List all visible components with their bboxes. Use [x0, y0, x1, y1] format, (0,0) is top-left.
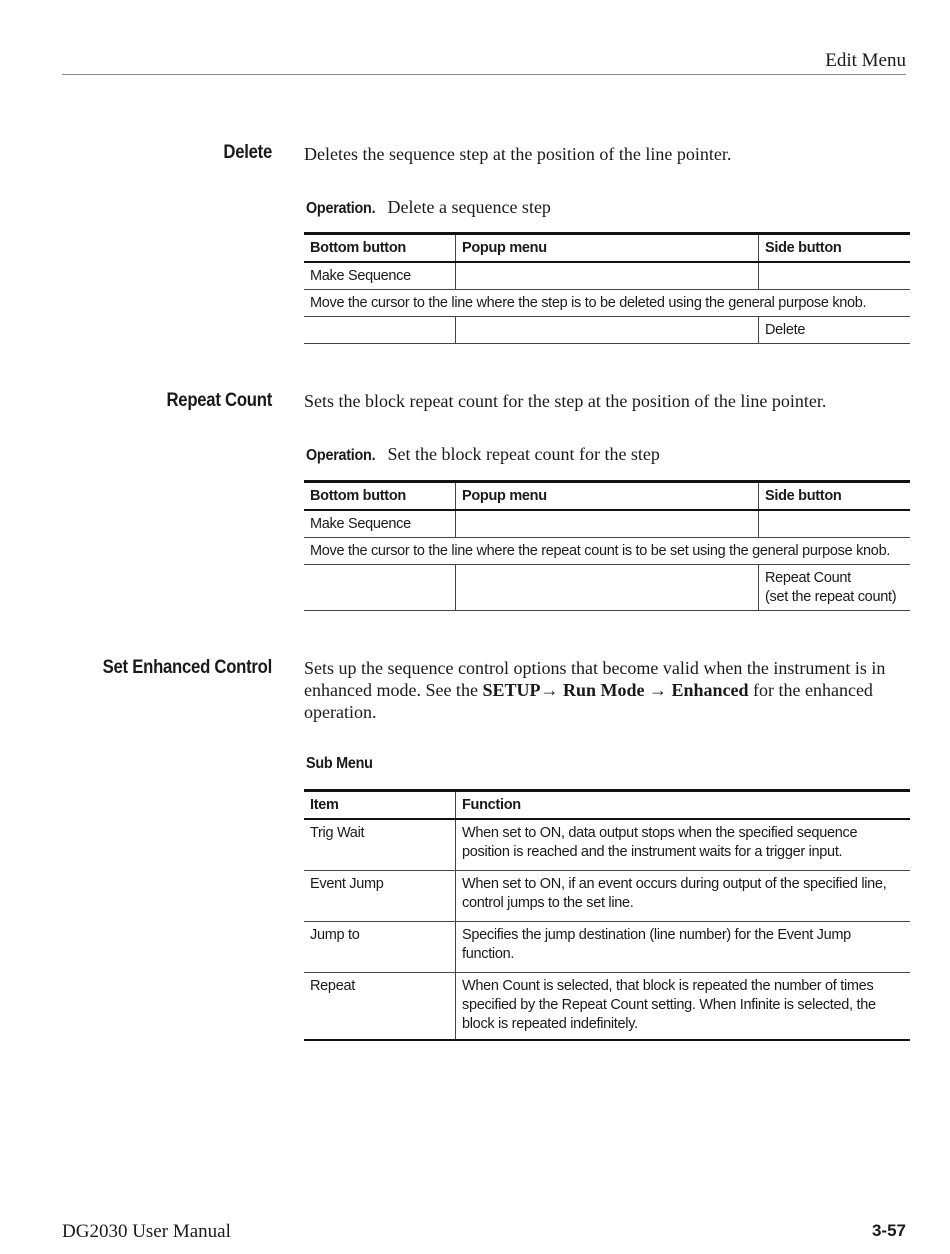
table-row: [304, 290, 910, 317]
column-header: Function: [456, 791, 911, 820]
header-divider: [62, 74, 906, 75]
table-header-row: [304, 791, 910, 820]
table-row: [304, 922, 910, 973]
function-cell: When set to ON, if an event occurs during output of the specified line, control jumps to the set line.: [456, 871, 911, 922]
function-cell: When Count is selected, that block is repeated the number of times specified by the Repeat Count setting. When Infinite is selected, the block is repeated indefinitely.: [456, 973, 911, 1041]
function-cell: When set to ON, data output stops when the specified sequence position is reached and the instrument waits for a trigger input.: [456, 819, 911, 871]
repeat-count-heading: Repeat Count: [166, 390, 272, 411]
side-button-label: Repeat Count: [765, 570, 851, 586]
table-row: [304, 538, 910, 565]
description-text: for the enhanced operation.: [304, 680, 873, 722]
table-cell: Make Sequence: [304, 510, 456, 538]
item-cell: Event Jump: [304, 871, 456, 922]
column-header: Popup menu: [456, 482, 759, 511]
function-cell: Specifies the jump destination (line number) for the Event Jump function.: [456, 922, 911, 973]
operation-label: Operation.: [306, 447, 376, 464]
table-row: [304, 565, 910, 611]
table-cell: [304, 565, 456, 611]
table-row: [304, 973, 910, 1041]
table-cell: Make Sequence: [304, 262, 456, 290]
table-cell: [759, 510, 911, 538]
table-cell: Delete: [759, 317, 911, 344]
delete-description: Deletes the sequence step at the position of the line pointer.: [304, 144, 732, 164]
column-header: Bottom button: [304, 234, 456, 263]
table-cell: [456, 317, 759, 344]
operation-text: Set the block repeat count for the step: [387, 444, 660, 464]
instruction-cell: Move the cursor to the line where the step is to be deleted using the general purpose knob.: [304, 290, 910, 317]
repeat-operation-line: [306, 444, 660, 465]
repeat-count-description: Sets the block repeat count for the step at the position of the line pointer.: [304, 391, 827, 411]
item-cell: Trig Wait: [304, 819, 456, 871]
table-cell: [759, 565, 911, 611]
table-cell: [304, 317, 456, 344]
item-cell: Jump to: [304, 922, 456, 973]
sub-menu-table: [304, 789, 910, 1041]
delete-heading: Delete: [223, 142, 272, 163]
column-header: Item: [304, 791, 456, 820]
delete-operation-line: [306, 197, 551, 218]
side-button-note: (set the repeat count): [765, 589, 897, 605]
table-cell: [759, 262, 911, 290]
running-header: Edit Menu: [825, 50, 906, 71]
table-row: [304, 262, 910, 290]
operation-label: Operation.: [306, 200, 376, 217]
table-cell: [456, 262, 759, 290]
column-header: Side button: [759, 234, 911, 263]
table-cell: [456, 565, 759, 611]
item-cell: Repeat: [304, 973, 456, 1041]
column-header: Side button: [759, 482, 911, 511]
table-header-row: [304, 482, 910, 511]
delete-operation-table: [304, 232, 910, 344]
sub-menu-label: Sub Menu: [306, 755, 373, 772]
column-header: Bottom button: [304, 482, 456, 511]
table-cell: [456, 510, 759, 538]
enhanced-control-description: [304, 657, 908, 723]
instruction-cell: Move the cursor to the line where the repeat count is to be set using the general purpose knob.: [304, 538, 910, 565]
enhanced-control-heading: Set Enhanced Control: [102, 657, 272, 678]
description-text: Sets up the sequence control options that become valid when the instrument is in enhanced mode. See the: [304, 658, 886, 700]
table-row: [304, 317, 910, 344]
table-row: [304, 819, 910, 871]
column-header: Popup menu: [456, 234, 759, 263]
table-row: [304, 510, 910, 538]
table-header-row: [304, 234, 910, 263]
repeat-operation-table: [304, 480, 910, 611]
menu-path: SETUP→ Run Mode → Enhanced: [482, 680, 749, 700]
page-number: 3-57: [871, 1221, 906, 1240]
operation-text: Delete a sequence step: [387, 197, 551, 217]
table-row: [304, 871, 910, 922]
manual-title: DG2030 User Manual: [62, 1221, 231, 1242]
